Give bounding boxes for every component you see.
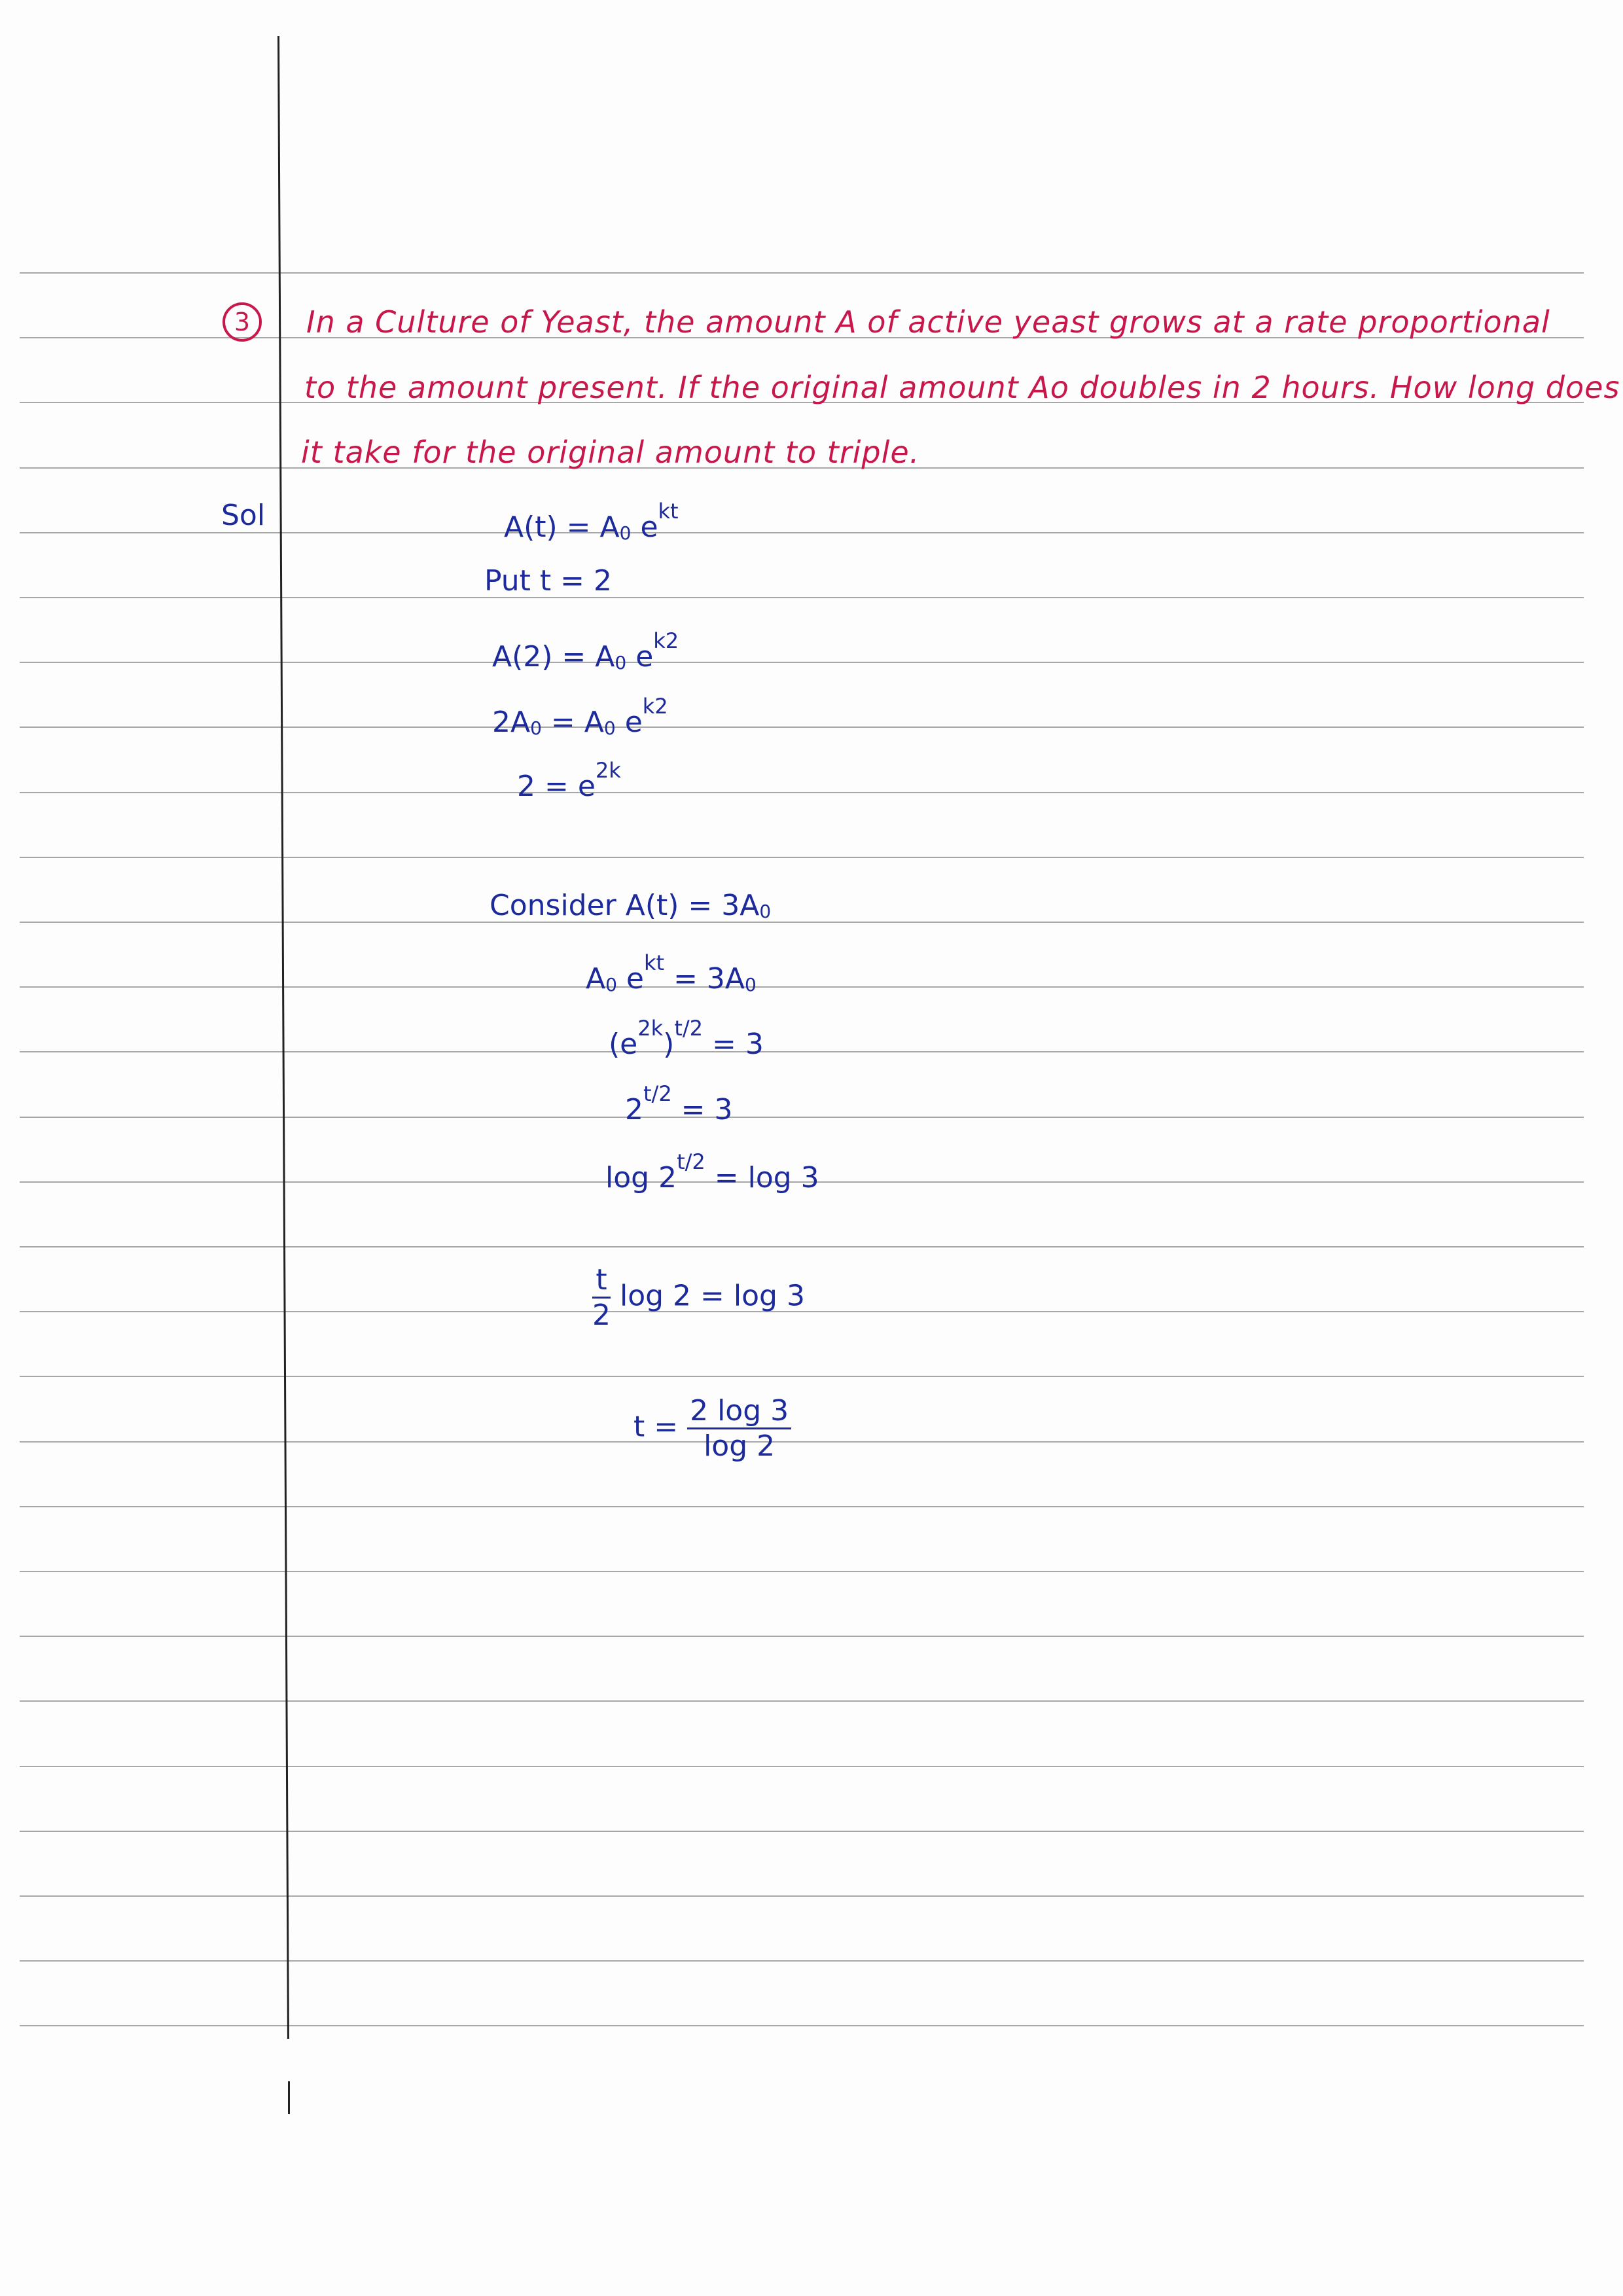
eq-sup: t/2 <box>674 1016 703 1041</box>
eq-sub: 0 <box>619 522 632 544</box>
ruled-line <box>20 532 1584 533</box>
eq-text: 2 <box>625 1093 643 1126</box>
eq-text: = 3 <box>703 1028 764 1061</box>
ruled-line <box>20 1117 1584 1118</box>
ruled-line <box>20 1246 1584 1247</box>
eq-text: log 2 = log 3 <box>611 1279 805 1313</box>
denominator: 2 <box>592 1299 611 1332</box>
fraction <box>592 1263 611 1332</box>
eq-text: ) <box>663 1028 675 1061</box>
ruled-line <box>20 1051 1584 1052</box>
eq-text: e <box>616 962 644 996</box>
numerator: t <box>592 1263 611 1299</box>
solution-label: Sol <box>221 499 266 532</box>
ruled-line <box>20 272 1584 274</box>
ruled-line <box>20 1571 1584 1572</box>
question-number: 3 <box>223 302 262 342</box>
ruled-line <box>20 726 1584 728</box>
eq-sub: 0 <box>605 974 617 996</box>
equation-9 <box>625 1081 733 1126</box>
eq-sub: 0 <box>745 974 757 996</box>
equation-4 <box>492 694 668 739</box>
eq-sup: t/2 <box>643 1081 672 1106</box>
margin-line <box>277 36 289 2039</box>
equation-7 <box>586 950 757 996</box>
eq-sub: 0 <box>530 717 542 739</box>
ruled-line <box>20 857 1584 858</box>
eq-text: 2A <box>492 706 531 739</box>
question-line-2: to the amount present. If the original amount Ao doubles in 2 hours. How long does <box>304 370 1620 405</box>
denominator: log 2 <box>704 1429 776 1463</box>
eq-sup: t/2 <box>677 1149 705 1174</box>
margin-line-end <box>288 2081 290 2114</box>
eq-sup: 2k <box>595 758 621 783</box>
numerator: 2 log 3 <box>687 1394 791 1429</box>
ruled-line <box>20 2025 1584 2026</box>
eq-text: log 2 <box>605 1161 677 1194</box>
eq-text: A(2) = A <box>492 640 615 673</box>
eq-text: A <box>586 962 606 996</box>
ruled-line <box>20 1895 1584 1897</box>
question-line-1: In a Culture of Yeast, the amount A of active yeast grows at a rate proportional <box>306 304 1550 340</box>
eq-text: e <box>631 511 658 544</box>
eq-sup: k2 <box>642 694 668 719</box>
ruled-line <box>20 792 1584 793</box>
eq-sup: kt <box>644 950 665 975</box>
ruled-line <box>20 1636 1584 1637</box>
ruled-line <box>20 986 1584 988</box>
eq-sub: 0 <box>603 717 616 739</box>
ruled-line <box>20 1766 1584 1767</box>
fraction <box>687 1394 791 1463</box>
equation-8 <box>609 1016 764 1061</box>
eq-text: e <box>626 640 654 673</box>
eq-sub: 0 <box>615 652 627 673</box>
eq-sup: k2 <box>653 628 679 653</box>
equation-11 <box>592 1263 805 1332</box>
eq-text: A(t) = A <box>504 511 620 544</box>
eq-sup: 2k <box>637 1016 664 1041</box>
ruled-line <box>20 1700 1584 1702</box>
ruled-line <box>20 662 1584 663</box>
eq-text: (e <box>609 1028 638 1061</box>
equation-3 <box>492 628 679 673</box>
equation-1 <box>504 499 679 544</box>
eq-sup: kt <box>658 499 679 524</box>
equation-10 <box>605 1149 819 1194</box>
eq-text: t = <box>633 1410 688 1444</box>
equation-12 <box>633 1394 791 1463</box>
ruled-line <box>20 922 1584 923</box>
eq-text: 2 = e <box>517 770 596 803</box>
eq-text: Consider A(t) = 3A <box>490 889 760 922</box>
ruled-line <box>20 1506 1584 1507</box>
equation-5 <box>517 758 621 803</box>
eq-sub: 0 <box>759 901 772 922</box>
eq-text: = 3A <box>664 962 745 996</box>
ruled-line <box>20 1376 1584 1377</box>
eq-text: = A <box>541 706 604 739</box>
equation-6 <box>490 889 771 922</box>
ruled-line <box>20 1831 1584 1832</box>
eq-text: = 3 <box>671 1093 733 1126</box>
question-line-3: it take for the original amount to triple. <box>301 435 920 470</box>
eq-text: e <box>615 706 643 739</box>
eq-text: = log 3 <box>705 1161 819 1194</box>
ruled-line <box>20 597 1584 598</box>
ruled-line <box>20 1960 1584 1962</box>
equation-2: Put t = 2 <box>484 564 612 598</box>
ruled-line <box>20 1441 1584 1443</box>
